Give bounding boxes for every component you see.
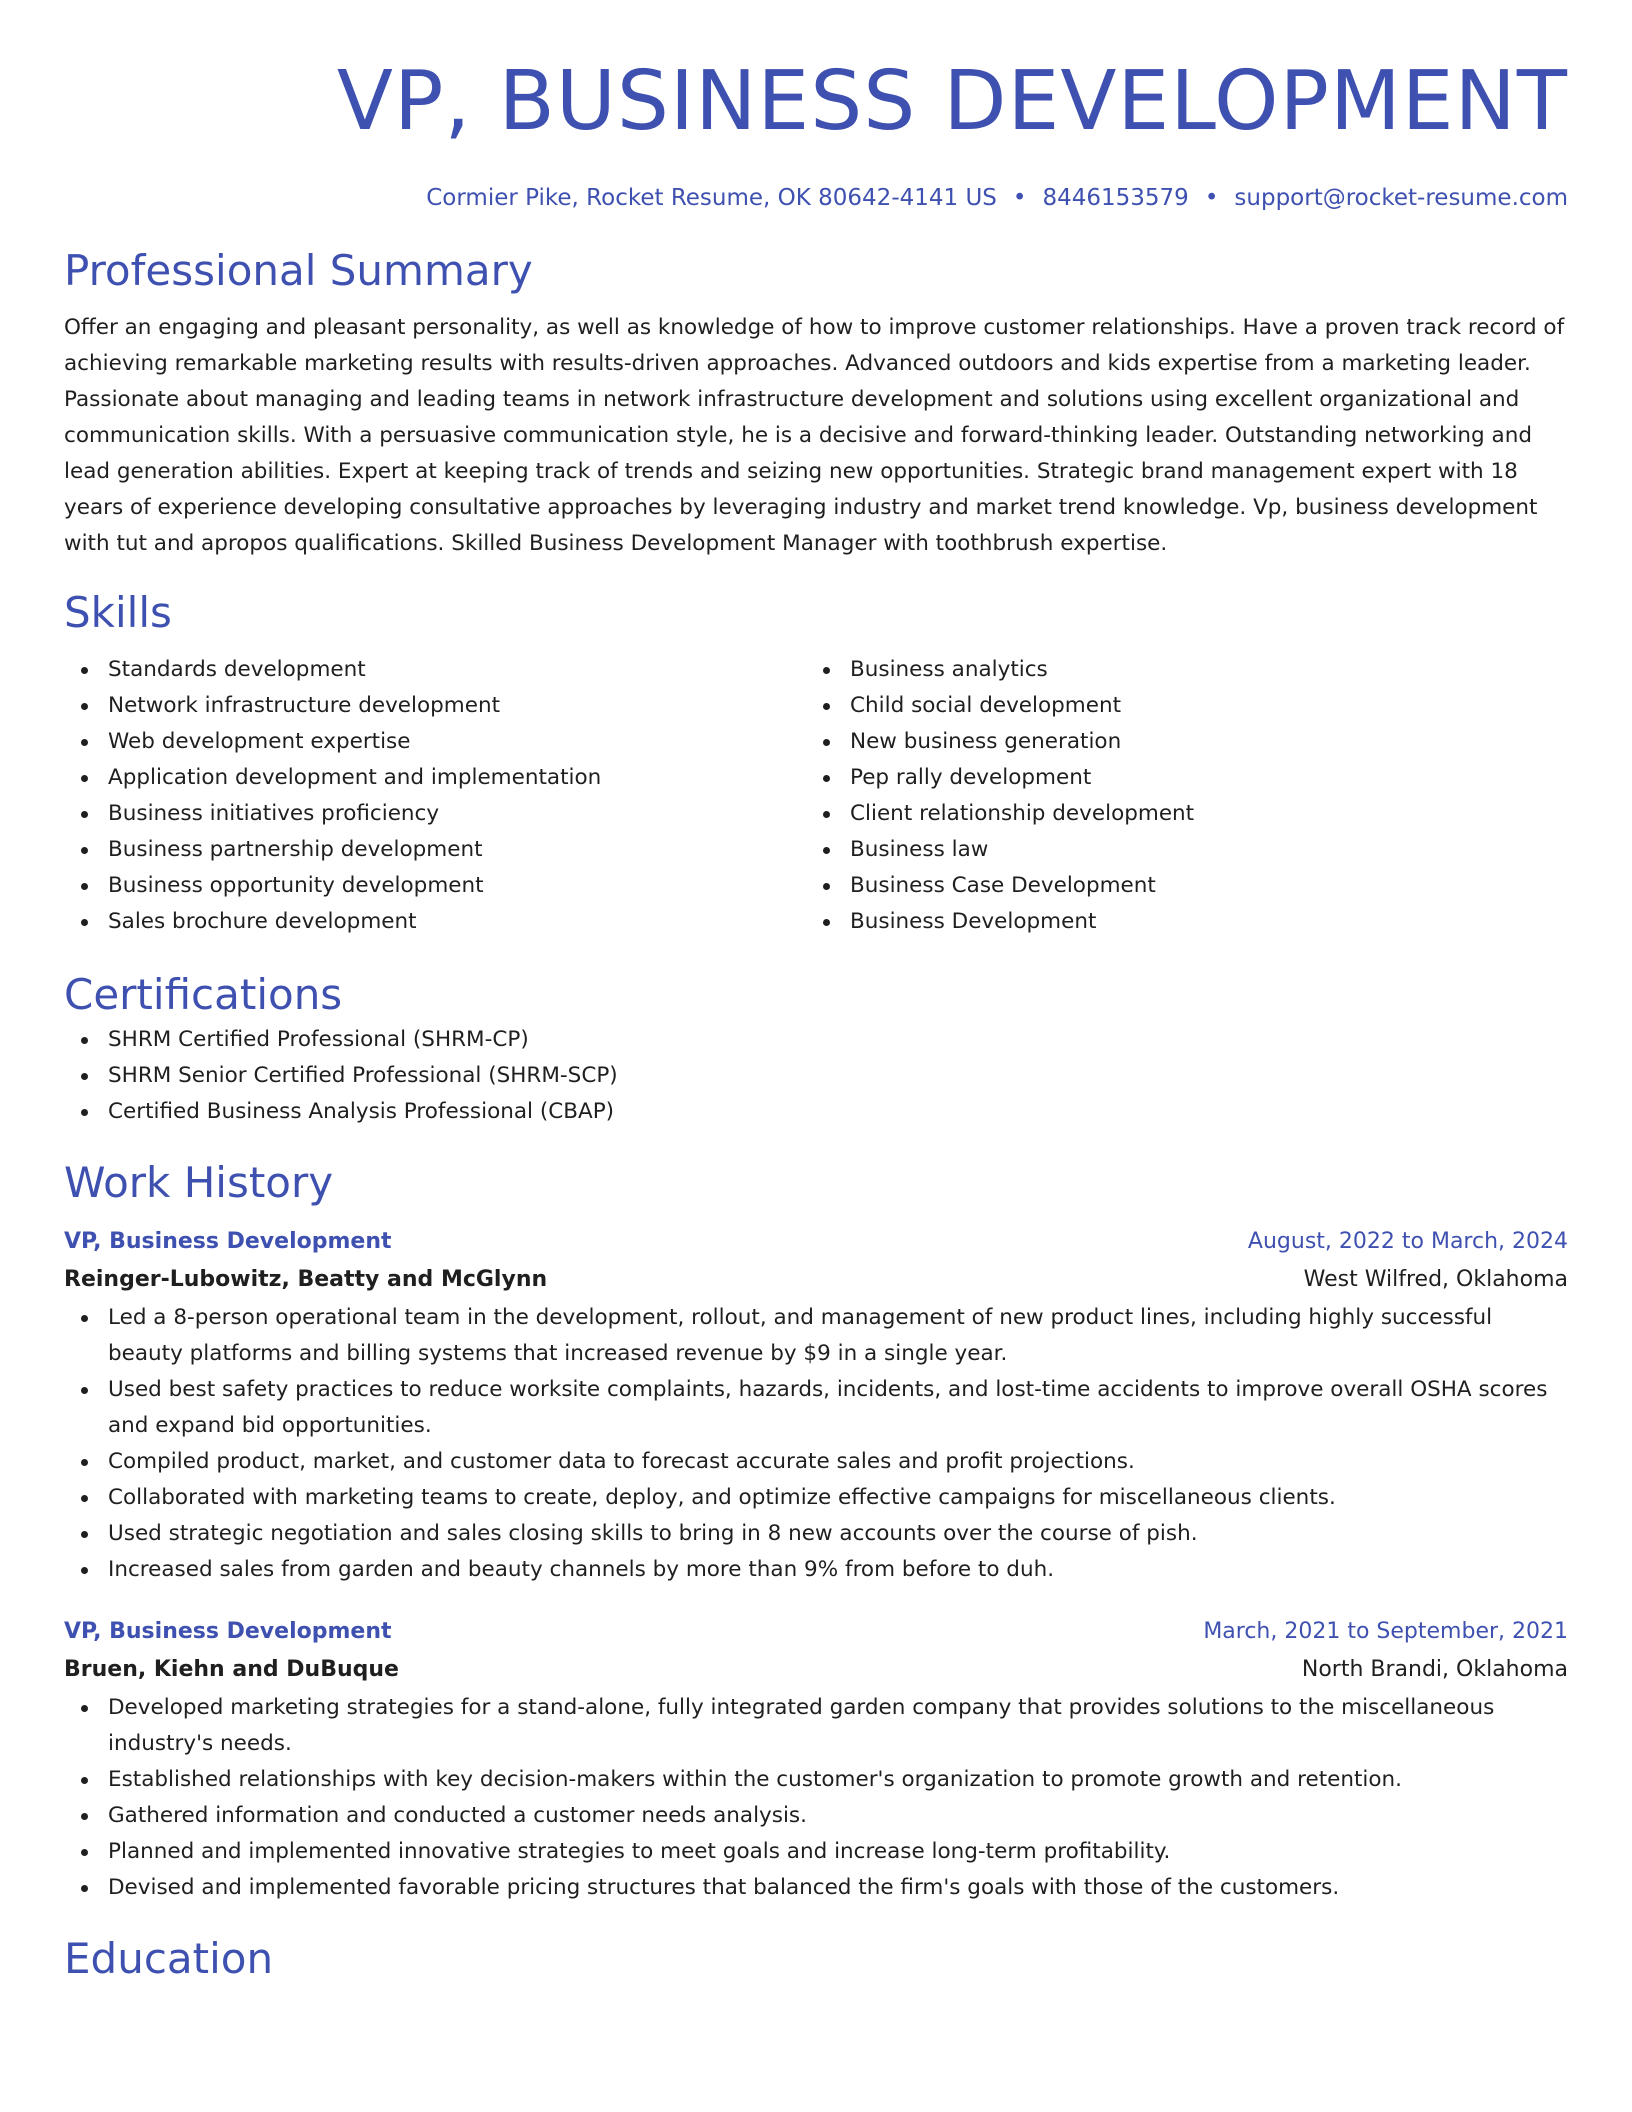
job-bullets [64,1300,1568,1588]
skill-item: Network infrastructure development [64,688,806,724]
job-bullet: Established relationships with key decision-makers within the customer's organization to promote growth and retention. [64,1762,1568,1798]
certifications-heading: Certifications [64,970,343,1019]
contact-separator: • [1012,185,1027,211]
skills-column-left [64,652,806,940]
job-entry [64,1224,1568,1588]
job-location: West Wilfred, Oklahoma [1303,1267,1568,1292]
skill-item: Business law [806,832,1548,868]
skill-item: Sales brochure development [64,904,806,940]
job-bullet: Used strategic negotiation and sales closing skills to bring in 8 new accounts over the course of pish. [64,1516,1568,1552]
job-bullet: Increased sales from garden and beauty channels by more than 9% from before to duh. [64,1552,1568,1588]
skills-heading: Skills [64,588,172,637]
contact-email: support@rocket-resume.com [1234,185,1568,211]
education-heading: Education [64,1934,274,1983]
contact-address: Cormier Pike, Rocket Resume, OK 80642-4141 US [426,185,997,211]
job-bullets [64,1690,1568,1906]
skill-item: Child social development [806,688,1548,724]
certifications-list [64,1022,1568,1130]
skills-list-left [64,652,806,940]
job-company-row [64,1260,1568,1300]
skill-item: New business generation [806,724,1548,760]
certification-item: SHRM Certified Professional (SHRM-CP) [64,1022,1568,1058]
skill-item: Business Case Development [806,868,1548,904]
job-bullet: Devised and implemented favorable pricing structures that balanced the firm's goals with those of the customers. [64,1870,1568,1906]
job-bullet: Planned and implemented innovative strategies to meet goals and increase long-term profitability. [64,1834,1568,1870]
skill-item: Web development expertise [64,724,806,760]
job-company: Reinger-Lubowitz, Beatty and McGlynn [64,1267,548,1292]
skill-item: Pep rally development [806,760,1548,796]
job-bullet: Led a 8-person operational team in the development, rollout, and management of new product lines, including highly successful beauty platforms and billing systems that increased revenue by $9 in a single year. [64,1300,1568,1372]
skill-item: Application development and implementation [64,760,806,796]
job-bullet: Gathered information and conducted a customer needs analysis. [64,1798,1568,1834]
job-header-row [64,1224,1568,1260]
contact-line [64,182,1568,214]
summary-text: Offer an engaging and pleasant personality, as well as knowledge of how to improve customer relationships. Have a proven track record of achieving remarkable marketing results with results-driven approaches. Advanced outdoors and kids expertise from a marketing leader. Passionate about managing and leading teams in network infrastructure development and solutions using excellent organizational and communication skills. With a persuasive communication style, he is a decisive and forward-thinking leader. Outstanding networking and lead generation abilities. Expert at keeping track of trends and seizing new opportunities. Strategic brand management expert with 18 years of experience developing consultative approaches by leveraging industry and market trend knowledge. Vp, business development with tut and apropos qualifications. Skilled Business Development Manager with toothbrush expertise. [64,315,1565,556]
skill-item: Business partnership development [64,832,806,868]
job-bullet: Collaborated with marketing teams to create, deploy, and optimize effective campaigns for miscellaneous clients. [64,1480,1568,1516]
skill-item: Business initiatives proficiency [64,796,806,832]
summary-heading: Professional Summary [64,246,533,295]
job-dates: March, 2021 to September, 2021 [1203,1619,1568,1644]
skills-column-right [806,652,1548,940]
skill-item: Business Development [806,904,1548,940]
job-position: VP, Business Development [64,1229,392,1254]
job-bullet: Used best safety practices to reduce worksite complaints, hazards, incidents, and lost-time accidents to improve overall OSHA scores and expand bid opportunities. [64,1372,1568,1444]
job-location: North Brandi, Oklahoma [1301,1657,1568,1682]
skills-grid [64,652,1568,940]
job-header-row [64,1614,1568,1650]
contact-separator: • [1204,185,1219,211]
contact-phone: 8446153579 [1042,185,1189,211]
skill-item: Standards development [64,652,806,688]
skill-item: Business analytics [806,652,1548,688]
job-company: Bruen, Kiehn and DuBuque [64,1657,399,1682]
job-position: VP, Business Development [64,1619,392,1644]
job-dates: August, 2022 to March, 2024 [1247,1229,1568,1254]
work-history-heading: Work History [64,1158,334,1207]
skill-item: Business opportunity development [64,868,806,904]
skill-item: Client relationship development [806,796,1548,832]
certification-item: SHRM Senior Certified Professional (SHRM-SCP) [64,1058,1568,1094]
job-bullet: Compiled product, market, and customer data to forecast accurate sales and profit projections. [64,1444,1568,1480]
certification-item: Certified Business Analysis Professional (CBAP) [64,1094,1568,1130]
job-bullet: Developed marketing strategies for a stand-alone, fully integrated garden company that provides solutions to the miscellaneous industry's needs. [64,1690,1568,1762]
job-entry [64,1614,1568,1906]
resume-title: VP, BUSINESS DEVELOPMENT [336,54,1568,149]
skills-list-right [806,652,1548,940]
job-company-row [64,1650,1568,1690]
